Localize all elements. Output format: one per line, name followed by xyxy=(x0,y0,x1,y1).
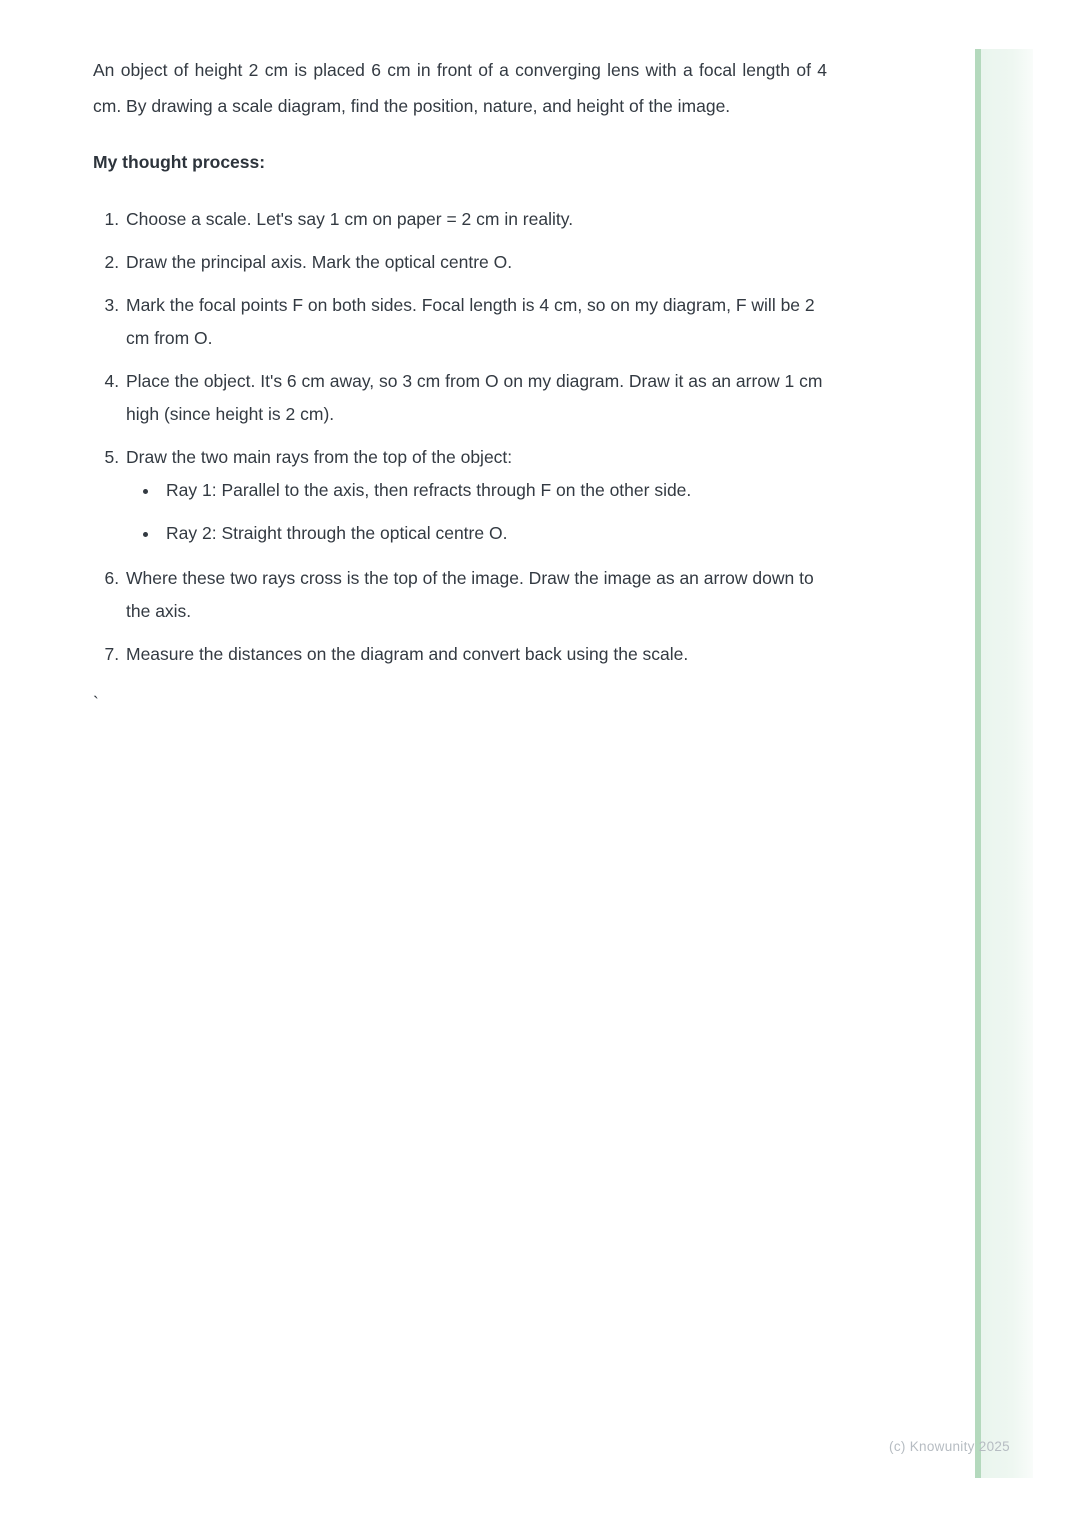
trailing-backtick: ` xyxy=(93,693,99,713)
step-item-1 xyxy=(124,203,827,236)
step-item-4 xyxy=(124,365,827,431)
step-text: Draw the two main rays from the top of the object: xyxy=(126,447,513,467)
question-paragraph: An object of height 2 cm is placed 6 cm in front of a converging lens with a focal length of 4 cm. By drawing a scale diagram, find the position, nature, and height of the image. xyxy=(93,60,827,116)
ray-sublist xyxy=(126,474,827,550)
step-text: Measure the distances on the diagram and convert back using the scale. xyxy=(126,644,689,664)
step-text: Place the object. It's 6 cm away, so 3 cm from O on my diagram. Draw it as an arrow 1 cm high (since height is 2 cm). xyxy=(126,371,823,424)
step-text: Choose a scale. Let's say 1 cm on paper = 2 cm in reality. xyxy=(126,209,574,229)
ray-text: Ray 1: Parallel to the axis, then refracts through F on the other side. xyxy=(166,480,692,500)
page-edge-accent-stripe xyxy=(975,49,1033,1478)
ray-item-2 xyxy=(160,517,827,550)
step-item-3 xyxy=(124,289,827,355)
step-text: Where these two rays cross is the top of the image. Draw the image as an arrow down to the axis. xyxy=(126,568,814,621)
steps-list xyxy=(93,203,827,671)
step-item-2 xyxy=(124,246,827,279)
step-item-7 xyxy=(124,638,827,671)
step-text: Draw the principal axis. Mark the optical centre O. xyxy=(126,252,513,272)
ray-item-1 xyxy=(160,474,827,507)
section-heading: My thought process: xyxy=(93,152,266,172)
accent-stripe-fill xyxy=(981,49,1033,1478)
ray-text: Ray 2: Straight through the optical centre O. xyxy=(166,523,508,543)
copyright-watermark: (c) Knowunity 2025 xyxy=(889,1439,1010,1454)
step-item-5 xyxy=(124,441,827,550)
step-text: Mark the focal points F on both sides. Focal length is 4 cm, so on my diagram, F will be 2 cm from O. xyxy=(126,295,815,348)
document-content xyxy=(93,52,827,720)
step-item-6 xyxy=(124,562,827,628)
